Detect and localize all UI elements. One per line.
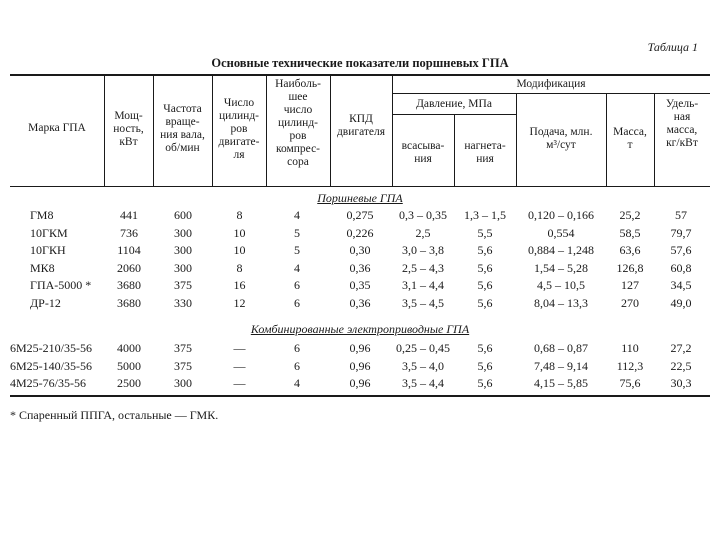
table-number: Таблица 1 [647, 40, 698, 54]
table-cell: 8,04 – 13,3 [534, 295, 588, 310]
header-shaft-speed: Частота враще- ния вала, об/мин [160, 103, 205, 154]
row-brand: 10ГКН [30, 243, 66, 257]
table-cell: 6 [294, 278, 300, 292]
table-cell: 0,554 [547, 225, 575, 240]
table-cell: 0,96 [349, 341, 371, 355]
table-cell: 25,2 [619, 208, 641, 222]
table-cell: 5,6 [477, 358, 493, 373]
table-cell: 300 [174, 260, 192, 275]
table-cell: 5,6 [477, 243, 493, 257]
table-cell: — [233, 341, 246, 355]
table-cell: 0,30 [349, 243, 371, 257]
table-row [0, 376, 720, 394]
row-brand: ГМ8 [30, 208, 54, 222]
table-cell: 7,48 – 9,14 [534, 358, 588, 373]
table-cell: 0,68 – 0,87 [534, 341, 588, 355]
table-cell: 2060 [117, 260, 141, 275]
row-brand: 6М25-210/35-56 [10, 341, 92, 355]
table-cell: 3,0 – 3,8 [402, 243, 444, 257]
table-cell: 0,96 [349, 376, 371, 390]
table-cell: 0,35 [349, 278, 371, 292]
table-cell: 375 [174, 341, 192, 355]
table-cell: 63,6 [619, 243, 641, 257]
row-brand: 6М25-140/35-56 [10, 358, 92, 373]
table-cell: 4000 [117, 341, 141, 355]
table-cell: 5000 [117, 358, 141, 373]
table-cell: 34,5 [670, 278, 692, 292]
table-cell: 2,5 [415, 225, 431, 240]
table-cell: 12 [233, 295, 246, 310]
table-cell: 600 [174, 208, 192, 222]
header-specific-mass: Удель- ная масса, кг/кВт [665, 98, 699, 149]
table-cell: 0,120 – 0,166 [528, 208, 594, 222]
table-cell: 5,6 [477, 278, 493, 292]
table-cell: 57,6 [670, 243, 692, 257]
table-cell: 0,25 – 0,45 [396, 341, 450, 355]
table-cell: 4 [294, 260, 300, 275]
table-cell: — [233, 358, 246, 373]
header-flow: Подача, млн. м³/сут [529, 126, 593, 151]
table-cell: 300 [174, 376, 192, 390]
table-cell: 1104 [117, 243, 141, 257]
table-cell: 6 [294, 341, 300, 355]
table-cell: 441 [120, 208, 138, 222]
table-cell: 16 [233, 278, 246, 292]
header-compressor-cylinders: Наиболь- шее число цилинд- ров компрес- сора [275, 78, 321, 168]
table-cell: 1,54 – 5,28 [534, 260, 588, 275]
table-cell: 5,6 [477, 260, 493, 275]
table-cell: 4,15 – 5,85 [534, 376, 588, 390]
table-cell: 60,8 [670, 260, 692, 275]
table-cell: 4,5 – 10,5 [537, 278, 585, 292]
table-cell: 58,5 [619, 225, 641, 240]
table-cell: 6 [294, 358, 300, 373]
table-cell: 300 [174, 225, 192, 240]
footnote: * Спаренный ППГА, остальные — ГМК. [10, 408, 219, 422]
table-cell: 0,96 [349, 358, 371, 373]
table-cell: 3,1 – 4,4 [402, 278, 444, 292]
table-cell: 0,226 [346, 225, 374, 240]
table-row [0, 296, 720, 314]
header-power: Мощ- ность, кВт [113, 110, 144, 148]
header-suction: всасыва- ния [401, 140, 445, 165]
table-cell: 110 [621, 341, 639, 355]
table-cell: 10 [233, 243, 246, 257]
table-cell: 8 [236, 260, 243, 275]
row-brand: ДР-12 [30, 295, 61, 310]
table-cell: 1,3 – 1,5 [464, 208, 506, 222]
modification-rule [392, 93, 710, 94]
table-cell: 5,6 [477, 341, 493, 355]
table-cell: 0,3 – 0,35 [399, 208, 447, 222]
table-row [0, 243, 720, 261]
table-cell: 3,5 – 4,4 [402, 376, 444, 390]
table-title: Основные технические показатели поршневых ГПА [211, 56, 509, 70]
header-mass: Масса, т [613, 126, 647, 151]
header-engine-cylinders: Число цилинд- ров двигате- ля [218, 97, 260, 161]
table-cell: 5 [294, 225, 300, 240]
table-cell: 736 [120, 225, 138, 240]
table-cell: 3680 [117, 278, 141, 292]
table-cell: — [233, 376, 246, 390]
table-cell: 0,884 – 1,248 [528, 243, 594, 257]
table-row [0, 208, 720, 226]
row-brand: 4М25-76/35-56 [10, 376, 86, 390]
header-modification: Модификация [516, 78, 586, 90]
header-top-rule [10, 74, 710, 76]
table-cell: 0,275 [346, 208, 374, 222]
table-cell: 79,7 [670, 225, 692, 240]
table-row [0, 226, 720, 244]
table-cell: 2,5 – 4,3 [402, 260, 444, 275]
table-cell: 4 [294, 376, 300, 390]
table-cell: 57 [675, 208, 687, 222]
table-row [0, 278, 720, 296]
table-cell: 330 [174, 295, 192, 310]
table-cell: 8 [236, 208, 243, 222]
table-cell: 0,36 [349, 260, 371, 275]
table-row [0, 359, 720, 377]
table-cell: 5,5 [477, 225, 493, 240]
table-cell: 5 [294, 243, 300, 257]
table-cell: 3,5 – 4,5 [402, 295, 444, 310]
table-cell: 127 [621, 278, 639, 292]
table-cell: 375 [174, 358, 192, 373]
table-cell: 300 [174, 243, 192, 257]
table-row [0, 261, 720, 279]
header-brand: Марка ГПА [28, 122, 86, 134]
section-title: Поршневые ГПА [317, 191, 403, 205]
header-pressure: Давление, МПа [416, 98, 492, 110]
row-brand: 10ГКМ [30, 225, 68, 240]
table-cell: 27,2 [670, 341, 692, 355]
header-discharge: нагнета- ния [464, 140, 506, 165]
table-cell: 22,5 [670, 358, 692, 373]
table-row [0, 341, 720, 359]
table-cell: 4 [294, 208, 300, 222]
table-cell: 375 [174, 278, 192, 292]
table-cell: 2500 [117, 376, 141, 390]
header-bottom-rule [10, 186, 710, 187]
table-cell: 6 [294, 295, 300, 310]
table-cell: 30,3 [670, 376, 692, 390]
table-cell: 5,6 [477, 295, 493, 310]
section-title: Комбинированные электроприводные ГПА [250, 322, 470, 336]
header-efficiency: КПД двигателя [336, 113, 386, 138]
table-cell: 3680 [117, 295, 141, 310]
table-cell: 10 [233, 225, 246, 240]
table-cell: 0,36 [349, 295, 371, 310]
table-cell: 270 [621, 295, 639, 310]
table-cell: 3,5 – 4,0 [402, 358, 444, 373]
table-cell: 75,6 [619, 376, 641, 390]
table-bottom-rule [10, 395, 710, 397]
table-cell: 126,8 [616, 260, 644, 275]
table-cell: 5,6 [477, 376, 493, 390]
row-brand: МК8 [30, 260, 55, 275]
table-cell: 112,3 [616, 358, 644, 373]
row-brand: ГПА-5000 * [30, 278, 92, 292]
table-cell: 49,0 [670, 295, 692, 310]
